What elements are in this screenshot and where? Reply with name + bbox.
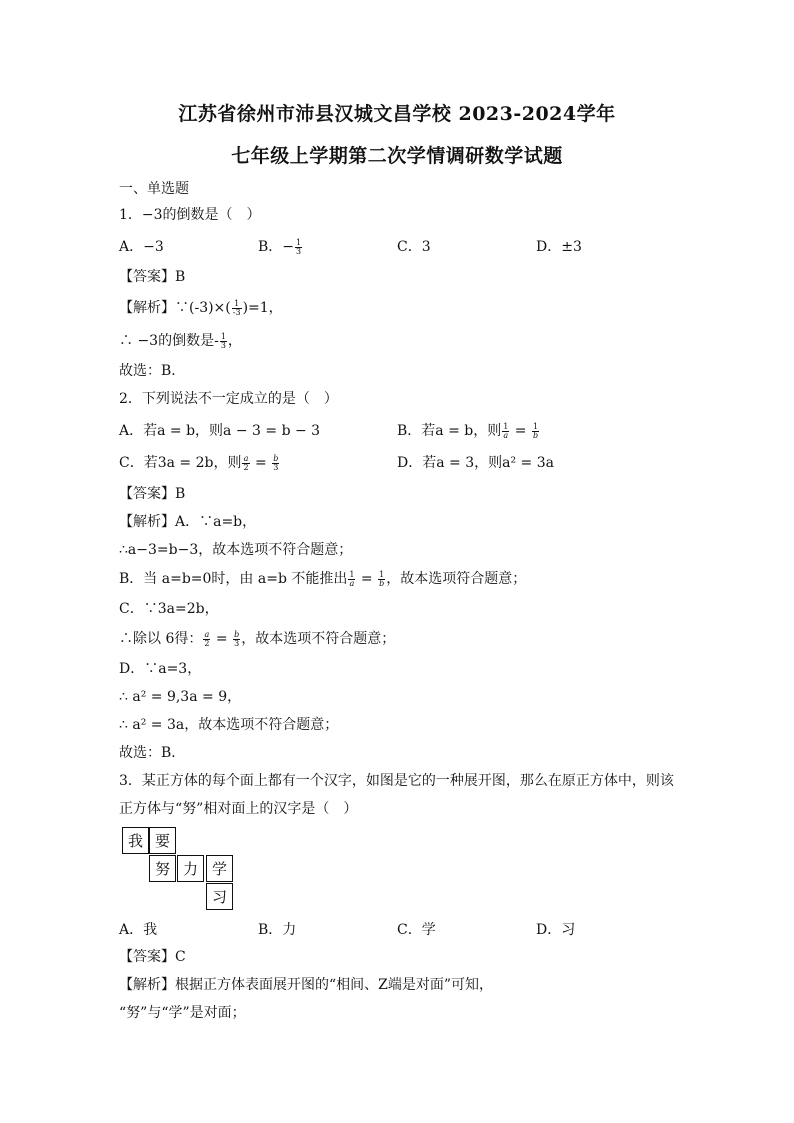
q2-explanation-line1: 【解析】A．∵a=b， bbox=[119, 514, 257, 530]
fraction bbox=[233, 631, 240, 648]
text: = bbox=[211, 631, 233, 647]
fraction-numerator: 1 bbox=[296, 237, 302, 247]
q2-option-a: A．若a = b，则a − 3 = b − 3 bbox=[119, 423, 321, 439]
text: ，故本选项不符合题意； bbox=[241, 631, 396, 647]
text: C．若3a = 2b，则 bbox=[119, 455, 242, 471]
fraction-numerator: a bbox=[204, 629, 210, 639]
fraction-denominator: a bbox=[349, 578, 355, 588]
q1-option-d: D．±3 bbox=[536, 239, 582, 255]
q1-answer: 【答案】B bbox=[119, 269, 186, 285]
text: = bbox=[510, 423, 531, 439]
text: = bbox=[356, 571, 378, 587]
document-title-line1: 江苏省徐州市沛县汉城文昌学校 2023-2024学年 bbox=[178, 103, 616, 125]
q1-option-c: C．3 bbox=[397, 239, 431, 255]
q3-option-a: A．我 bbox=[119, 922, 158, 938]
q2-explanation-line8: ∴ a² = 3a，故本选项不符合题意； bbox=[119, 717, 339, 733]
net-cell-xi: 习 bbox=[206, 883, 233, 910]
q1-stem: 1．−3的倒数是（ ） bbox=[119, 207, 261, 223]
fraction bbox=[242, 455, 249, 472]
fraction-denominator: 3 bbox=[273, 462, 279, 472]
q2-explanation-line7: ∴ a² = 9,3a = 9， bbox=[119, 689, 242, 705]
q1-choose: 故选：B． bbox=[119, 363, 186, 379]
fraction bbox=[532, 423, 539, 440]
fraction bbox=[348, 571, 355, 588]
net-cell-nu: 努 bbox=[149, 855, 176, 882]
q2-option-d: D．若a = 3，则a² = 3a bbox=[397, 455, 554, 471]
fraction-denominator: 3 bbox=[296, 246, 302, 256]
section-heading: 一、单选题 bbox=[119, 181, 189, 197]
fraction-denominator: b bbox=[532, 430, 539, 440]
text: B．当 a=b=0时，由 a=b 不能推出 bbox=[119, 571, 348, 587]
q1-option-b-fraction bbox=[295, 239, 302, 256]
fraction-numerator: b bbox=[273, 453, 279, 463]
text: B．若a = b，则 bbox=[397, 423, 502, 439]
fraction-numerator: 1 bbox=[379, 569, 385, 579]
fraction bbox=[502, 423, 509, 440]
fraction bbox=[220, 333, 227, 350]
q3-option-d: D．习 bbox=[536, 922, 576, 938]
q1-option-b bbox=[258, 237, 303, 257]
q3-explanation-line2: “努”与“学”是对面； bbox=[119, 1005, 246, 1021]
text: )=1， bbox=[242, 300, 283, 316]
q1-explanation-line2 bbox=[119, 331, 242, 351]
text: ，故本选项符合题意； bbox=[386, 571, 527, 587]
fraction-numerator: 1 bbox=[232, 300, 242, 309]
q2-answer: 【答案】B bbox=[119, 486, 186, 502]
q3-stem-line2: 正方体与“努”相对面上的汉字是（ ） bbox=[119, 801, 358, 817]
fraction-denominator: 2 bbox=[204, 638, 210, 648]
text: = bbox=[250, 455, 272, 471]
text: ∴ −3的倒数是- bbox=[119, 333, 219, 349]
fraction-numerator: b bbox=[234, 629, 240, 639]
fraction-denominator: -3 bbox=[232, 307, 241, 317]
fraction-denominator: a bbox=[503, 430, 509, 440]
q3-answer: 【答案】C bbox=[119, 949, 186, 965]
q3-option-c: C．学 bbox=[397, 922, 436, 938]
fraction bbox=[232, 300, 242, 317]
text: ， bbox=[227, 333, 242, 349]
q2-explanation-line4: C．∵3a=2b， bbox=[119, 601, 219, 617]
q2-explanation-line3 bbox=[119, 569, 526, 589]
q2-option-b bbox=[397, 421, 540, 441]
q3-explanation-line1: 【解析】根据正方体表面展开图的“相间、Z端是对面”可知， bbox=[119, 977, 494, 993]
fraction bbox=[203, 631, 210, 648]
fraction-numerator: 1 bbox=[503, 421, 509, 431]
q2-stem: 2．下列说法不一定成立的是（ ） bbox=[119, 391, 338, 407]
fraction bbox=[378, 571, 385, 588]
net-cell-wo: 我 bbox=[122, 827, 149, 854]
fraction-numerator: 1 bbox=[349, 569, 355, 579]
fraction-denominator: b bbox=[379, 578, 385, 588]
net-cell-li: 力 bbox=[177, 855, 204, 882]
net-cell-xue: 学 bbox=[206, 855, 233, 882]
q1-option-a: A．−3 bbox=[119, 239, 164, 255]
q3-option-b: B．力 bbox=[258, 922, 297, 938]
q2-option-c bbox=[119, 453, 280, 473]
q2-choose: 故选：B． bbox=[119, 745, 186, 761]
q2-explanation-line5 bbox=[119, 629, 395, 649]
q2-explanation-line2: ∴a−3=b−3，故本选项不符合题意； bbox=[119, 542, 353, 558]
net-cell-yao: 要 bbox=[149, 827, 176, 854]
fraction-denominator: 2 bbox=[243, 462, 249, 472]
q3-stem-line1: 3．某正方体的每个面上都有一个汉字，如图是它的一种展开图，那么在原正方体中，则该 bbox=[119, 773, 674, 789]
fraction-numerator: 1 bbox=[220, 331, 226, 341]
document-title-line2: 七年级上学期第二次学情调研数学试题 bbox=[231, 145, 563, 167]
fraction bbox=[272, 455, 279, 472]
fraction-denominator: 3 bbox=[234, 638, 240, 648]
fraction-numerator: 1 bbox=[532, 421, 539, 431]
text: 【解析】∵(-3)×( bbox=[119, 300, 231, 316]
q1-option-b-prefix: B．− bbox=[258, 239, 295, 255]
fraction-numerator: a bbox=[243, 453, 249, 463]
fraction-denominator: 3 bbox=[220, 340, 226, 350]
q2-explanation-line6: D．∵a=3， bbox=[119, 661, 202, 677]
q1-explanation-line1 bbox=[119, 298, 283, 318]
text: ∴除以 6得： bbox=[119, 631, 203, 647]
